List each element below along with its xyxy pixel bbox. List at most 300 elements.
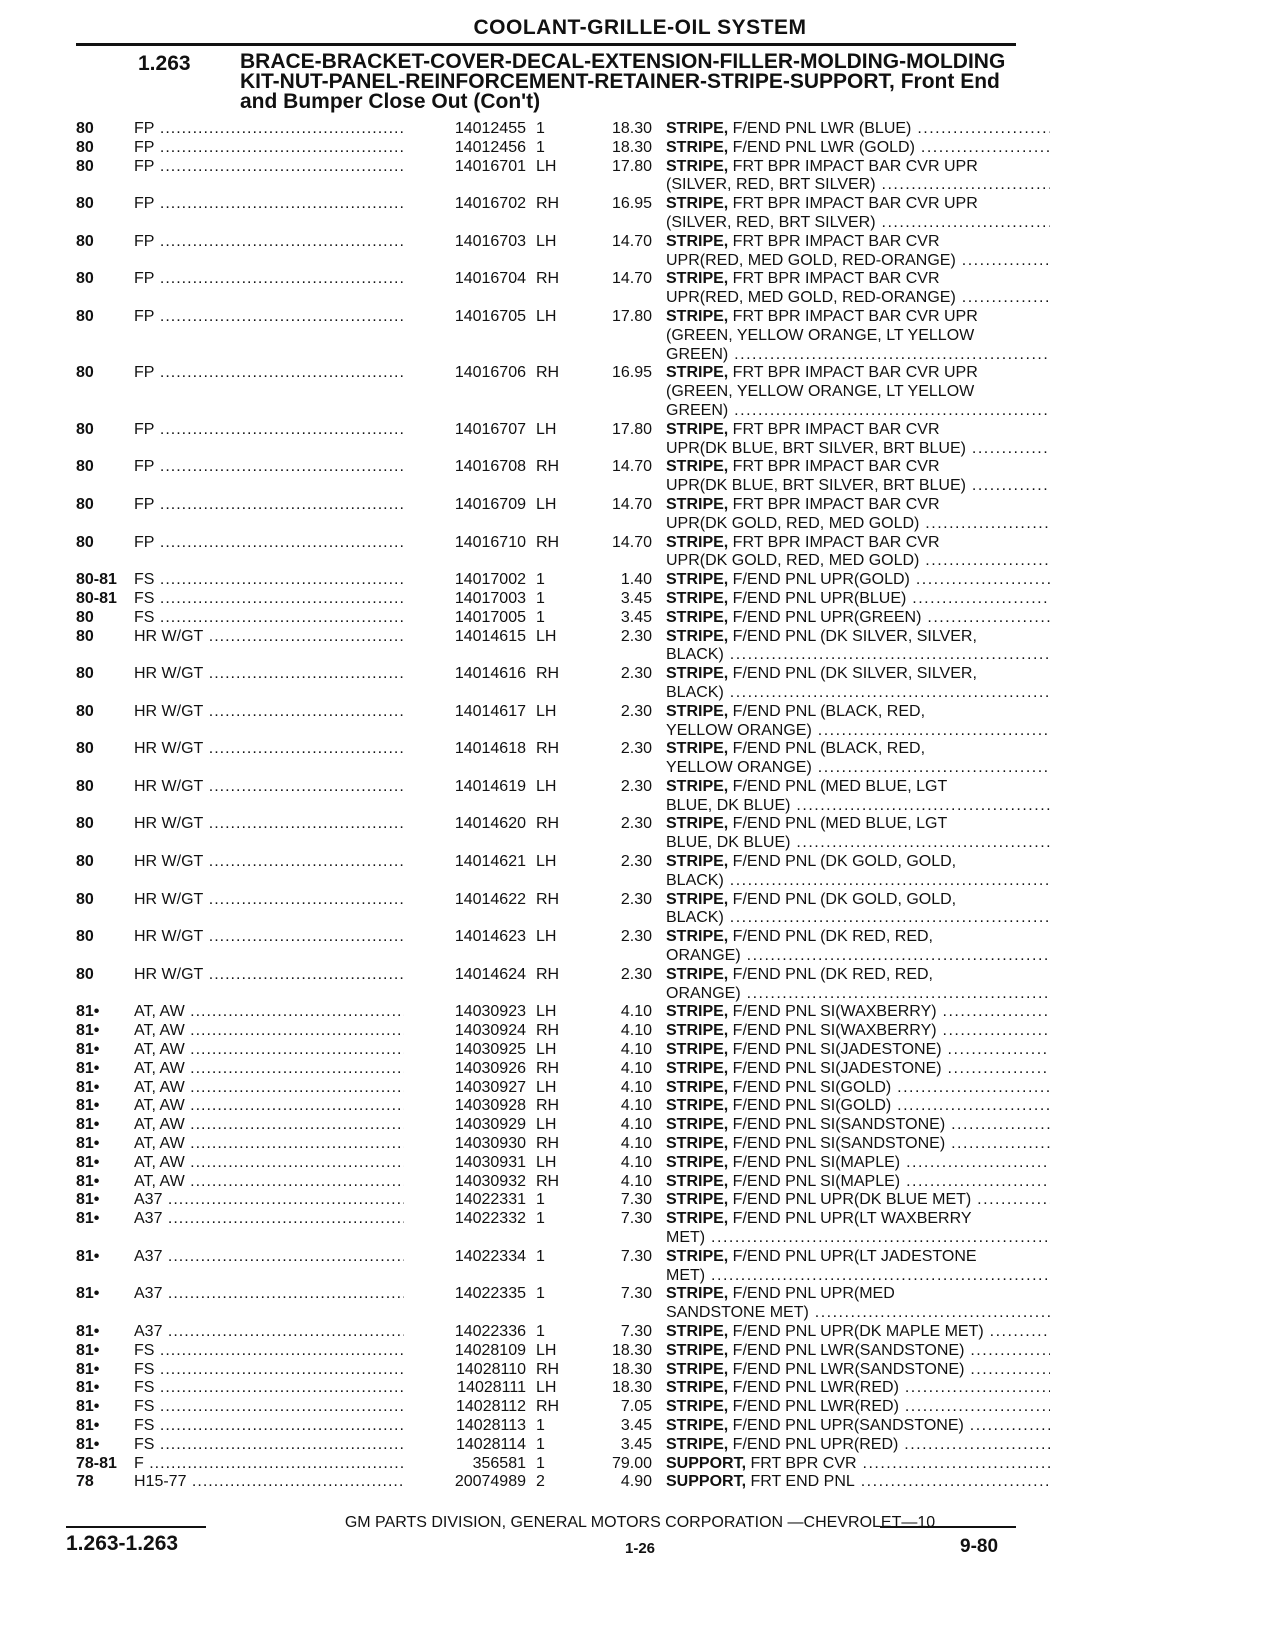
row-year: 81• xyxy=(76,1285,100,1303)
row-part-number: 14030929 xyxy=(416,1116,526,1135)
row-part-number: 14014622 xyxy=(416,891,526,910)
row-price: 4.10 xyxy=(620,1135,652,1153)
footer-section-range: 1.263-1.263 xyxy=(66,1532,179,1555)
header-rule xyxy=(76,43,1016,46)
row-quantity: 1 xyxy=(536,589,545,607)
description-line: SANDSTONE MET) ..... xyxy=(666,1304,1050,1323)
row-part-number: 14014624 xyxy=(416,966,526,985)
row-price: 14.70 xyxy=(611,533,652,551)
table-row xyxy=(76,120,1036,139)
row-year: 80 xyxy=(76,458,94,476)
row-part-number: 14030930 xyxy=(416,1135,526,1154)
description-line: STRIPE, F/END PNL (DK RED, RED, xyxy=(666,928,933,946)
row-year: 80 xyxy=(76,138,94,156)
row-part-number: 14012455 xyxy=(416,120,526,139)
description-line: STRIPE, F/END PNL SI(JADESTONE) ..... xyxy=(666,1041,1050,1060)
row-price: 7.30 xyxy=(620,1323,652,1340)
table-row xyxy=(76,1342,1036,1361)
row-year: 78 xyxy=(76,1473,94,1491)
row-description xyxy=(666,1191,1050,1210)
row-part-number: 14016708 xyxy=(416,458,526,477)
description-line: STRIPE, FRT BPR IMPACT BAR CVR xyxy=(666,533,940,551)
row-price: 2.30 xyxy=(620,965,652,983)
row-model-code: HR W/GT ..... xyxy=(134,891,404,910)
table-row xyxy=(76,778,1036,816)
row-model-code: AT, AW ..... xyxy=(134,1003,404,1022)
row-price: 7.30 xyxy=(620,1285,652,1303)
row-part-number: 14017005 xyxy=(416,609,526,628)
row-year: 81• xyxy=(76,1210,100,1228)
table-row xyxy=(76,1455,1036,1474)
row-part-number: 14030926 xyxy=(416,1060,526,1079)
description-line: STRIPE, F/END PNL (BLACK, RED, xyxy=(666,740,926,758)
description-line: STRIPE, FRT BPR IMPACT BAR CVR UPR xyxy=(666,307,978,325)
row-year: 81• xyxy=(76,1191,100,1209)
row-quantity: LH xyxy=(536,1041,557,1059)
row-description xyxy=(666,966,1050,1004)
row-model-code: FP ..... xyxy=(134,421,404,440)
row-year: 81• xyxy=(76,1097,100,1115)
table-row xyxy=(76,1097,1036,1116)
description-line: STRIPE, F/END PNL SI(MAPLE) ..... xyxy=(666,1173,1050,1192)
description-line: STRIPE, F/END PNL (BLACK, RED, xyxy=(666,702,926,720)
row-price: 14.70 xyxy=(611,458,652,476)
description-keyword: STRIPE, xyxy=(666,420,729,438)
description-keyword: STRIPE, xyxy=(666,1191,729,1209)
description-line: STRIPE, F/END PNL UPR(SANDSTONE) ..... xyxy=(666,1417,1050,1436)
row-quantity: RH xyxy=(536,195,560,213)
row-model-code: HR W/GT ..... xyxy=(134,853,404,872)
row-quantity: 1 xyxy=(536,1191,545,1209)
row-price: 3.45 xyxy=(620,608,652,626)
row-part-number: 14030932 xyxy=(416,1173,526,1192)
row-model-code: FP ..... xyxy=(134,139,404,158)
row-quantity: LH xyxy=(536,232,557,250)
row-model-code: HR W/GT ..... xyxy=(134,778,404,797)
row-part-number: 14016704 xyxy=(416,270,526,289)
row-quantity: LH xyxy=(536,853,557,871)
row-year: 80 xyxy=(76,533,94,551)
table-row xyxy=(76,1079,1036,1098)
table-row xyxy=(76,1135,1036,1154)
row-model-code: FP ..... xyxy=(134,270,404,289)
row-description xyxy=(666,1436,1050,1455)
row-price: 17.80 xyxy=(611,307,652,325)
page-header-title: COOLANT-GRILLE-OIL SYSTEM xyxy=(473,16,807,39)
row-description xyxy=(666,1154,1050,1173)
row-model-code: A37 ..... xyxy=(134,1248,404,1267)
row-description xyxy=(666,571,1050,590)
description-keyword: STRIPE, xyxy=(666,965,729,983)
description-line: STRIPE, FRT BPR IMPACT BAR CVR xyxy=(666,495,940,513)
row-price: 18.30 xyxy=(611,138,652,156)
row-description xyxy=(666,665,1050,703)
description-keyword: STRIPE, xyxy=(666,1341,729,1359)
row-quantity: 1 xyxy=(536,1210,545,1228)
row-price: 7.30 xyxy=(620,1191,652,1209)
row-description xyxy=(666,628,1050,666)
row-model-code: FP ..... xyxy=(134,534,404,553)
description-line: STRIPE, F/END PNL (DK RED, RED, xyxy=(666,965,933,983)
row-part-number: 20074989 xyxy=(416,1473,526,1492)
row-model-code: AT, AW ..... xyxy=(134,1060,404,1079)
row-price: 14.70 xyxy=(611,232,652,250)
row-description xyxy=(666,1361,1050,1380)
table-row xyxy=(76,233,1036,271)
description-line: UPR(RED, MED GOLD, RED-ORANGE) ..... xyxy=(666,252,1050,271)
table-row xyxy=(76,1285,1036,1323)
row-model-code: FS ..... xyxy=(134,1342,404,1361)
description-line: STRIPE, F/END PNL SI(WAXBERRY) ..... xyxy=(666,1003,1050,1022)
row-description xyxy=(666,1041,1050,1060)
description-keyword: STRIPE, xyxy=(666,815,729,833)
row-part-number: 14016709 xyxy=(416,496,526,515)
row-price: 2.30 xyxy=(620,627,652,645)
table-row xyxy=(76,1248,1036,1286)
row-description xyxy=(666,1398,1050,1417)
row-part-number: 14014615 xyxy=(416,628,526,647)
description-line: STRIPE, FRT BPR IMPACT BAR CVR xyxy=(666,458,940,476)
description-line: ORANGE) ..... xyxy=(666,985,1050,1004)
table-row xyxy=(76,966,1036,1004)
section-number: 1.263 xyxy=(138,52,191,75)
description-keyword: STRIPE, xyxy=(666,1379,729,1397)
row-year: 80 xyxy=(76,270,94,288)
row-year: 81• xyxy=(76,1135,100,1153)
description-line: (GREEN, YELLOW ORANGE, LT YELLOW xyxy=(666,383,975,401)
row-year: 81• xyxy=(76,1059,100,1077)
description-line: STRIPE, F/END PNL LWR(SANDSTONE) ..... xyxy=(666,1361,1050,1380)
row-year: 81• xyxy=(76,1247,100,1265)
row-price: 14.70 xyxy=(611,270,652,288)
row-model-code: HR W/GT ..... xyxy=(134,703,404,722)
row-model-code: AT, AW ..... xyxy=(134,1079,404,1098)
row-quantity: 1 xyxy=(536,1416,545,1434)
description-line: GREEN) ..... xyxy=(666,346,1050,365)
row-price: 7.30 xyxy=(620,1247,652,1265)
row-model-code: FP ..... xyxy=(134,120,404,139)
row-price: 7.30 xyxy=(620,1210,652,1228)
row-description xyxy=(666,139,1050,158)
row-part-number: 14014619 xyxy=(416,778,526,797)
row-quantity: LH xyxy=(536,420,557,438)
row-quantity: 1 xyxy=(536,1435,545,1453)
row-quantity: RH xyxy=(536,1059,560,1077)
table-row xyxy=(76,665,1036,703)
row-model-code: A37 ..... xyxy=(134,1285,404,1304)
description-keyword: STRIPE, xyxy=(666,1135,729,1153)
row-year: 80 xyxy=(76,890,94,908)
description-line: STRIPE, F/END PNL SI(SANDSTONE) ..... xyxy=(666,1116,1050,1135)
row-price: 18.30 xyxy=(611,1341,652,1359)
description-keyword: STRIPE, xyxy=(666,138,729,156)
row-part-number: 14014620 xyxy=(416,815,526,834)
row-price: 2.30 xyxy=(620,702,652,720)
description-keyword: STRIPE, xyxy=(666,1153,729,1171)
row-part-number: 14012456 xyxy=(416,139,526,158)
row-description xyxy=(666,364,1050,420)
row-part-number: 14014621 xyxy=(416,853,526,872)
row-quantity: RH xyxy=(536,1022,560,1040)
table-row xyxy=(76,364,1036,420)
row-year: 80 xyxy=(76,665,94,683)
table-row xyxy=(76,1060,1036,1079)
table-row xyxy=(76,571,1036,590)
row-quantity: RH xyxy=(536,270,560,288)
row-price: 4.10 xyxy=(620,1172,652,1190)
row-model-code: HR W/GT ..... xyxy=(134,928,404,947)
row-quantity: RH xyxy=(536,1097,560,1115)
row-quantity: RH xyxy=(536,1360,560,1378)
description-keyword: STRIPE, xyxy=(666,1059,729,1077)
row-model-code: FS ..... xyxy=(134,1436,404,1455)
row-quantity: RH xyxy=(536,364,560,382)
row-price: 4.10 xyxy=(620,1059,652,1077)
row-quantity: 2 xyxy=(536,1473,545,1491)
row-year: 81• xyxy=(76,1153,100,1171)
description-line: MET) ..... xyxy=(666,1267,1050,1286)
row-price: 3.45 xyxy=(620,1416,652,1434)
description-line: STRIPE, F/END PNL LWR(SANDSTONE) ..... xyxy=(666,1342,1050,1361)
table-row xyxy=(76,703,1036,741)
description-line: STRIPE, F/END PNL LWR (BLUE) ..... xyxy=(666,120,1050,139)
description-line: STRIPE, F/END PNL LWR(RED) ..... xyxy=(666,1379,1050,1398)
row-description xyxy=(666,1323,1050,1342)
row-description xyxy=(666,1003,1050,1022)
row-model-code: FP ..... xyxy=(134,458,404,477)
row-year: 80 xyxy=(76,777,94,795)
description-line: STRIPE, F/END PNL SI(GOLD) ..... xyxy=(666,1079,1050,1098)
row-model-code: A37 ..... xyxy=(134,1191,404,1210)
table-row xyxy=(76,1173,1036,1192)
row-quantity: RH xyxy=(536,1398,560,1416)
row-model-code: HR W/GT ..... xyxy=(134,966,404,985)
table-row xyxy=(76,1003,1036,1022)
row-year: 81• xyxy=(76,1003,100,1021)
description-line: BLUE, DK BLUE) ..... xyxy=(666,834,1050,853)
row-model-code: HR W/GT ..... xyxy=(134,628,404,647)
table-row xyxy=(76,609,1036,628)
description-line: STRIPE, FRT BPR IMPACT BAR CVR UPR xyxy=(666,157,978,175)
description-line: STRIPE, F/END PNL (DK GOLD, GOLD, xyxy=(666,890,957,908)
description-line: STRIPE, FRT BPR IMPACT BAR CVR xyxy=(666,270,940,288)
description-line: ORANGE) ..... xyxy=(666,947,1050,966)
row-part-number: 14022332 xyxy=(416,1210,526,1229)
row-quantity: LH xyxy=(536,157,557,175)
row-price: 14.70 xyxy=(611,495,652,513)
row-description xyxy=(666,1417,1050,1436)
table-row xyxy=(76,270,1036,308)
description-line: (GREEN, YELLOW ORANGE, LT YELLOW xyxy=(666,326,975,344)
description-keyword: STRIPE, xyxy=(666,1097,729,1115)
description-keyword: STRIPE, xyxy=(666,307,729,325)
row-part-number: 14016710 xyxy=(416,534,526,553)
description-keyword: SUPPORT, xyxy=(666,1454,747,1472)
row-price: 2.30 xyxy=(620,777,652,795)
row-part-number: 14028111 xyxy=(416,1379,526,1398)
row-model-code: FP ..... xyxy=(134,195,404,214)
row-quantity: RH xyxy=(536,965,560,983)
row-description xyxy=(666,308,1050,364)
description-keyword: STRIPE, xyxy=(666,1172,729,1190)
description-keyword: STRIPE, xyxy=(666,195,729,213)
row-description xyxy=(666,1379,1050,1398)
row-quantity: 1 xyxy=(536,1247,545,1265)
row-year: 81• xyxy=(76,1341,100,1359)
row-year: 80 xyxy=(76,157,94,175)
description-line: (SILVER, RED, BRT SILVER) ..... xyxy=(666,214,1050,233)
row-quantity: 1 xyxy=(536,1454,545,1472)
table-row xyxy=(76,1022,1036,1041)
row-year: 80 xyxy=(76,928,94,946)
row-price: 3.45 xyxy=(620,1435,652,1453)
row-quantity: LH xyxy=(536,1341,557,1359)
row-description xyxy=(666,534,1050,572)
table-row xyxy=(76,158,1036,196)
row-description xyxy=(666,270,1050,308)
description-keyword: STRIPE, xyxy=(666,1247,729,1265)
description-line: BLACK) ..... xyxy=(666,646,1050,665)
row-part-number: 14016701 xyxy=(416,158,526,177)
description-keyword: STRIPE, xyxy=(666,270,729,288)
row-price: 2.30 xyxy=(620,665,652,683)
description-line: SUPPORT, FRT BPR CVR ..... xyxy=(666,1455,1050,1474)
row-model-code: FS ..... xyxy=(134,609,404,628)
row-model-code: FP ..... xyxy=(134,496,404,515)
row-year: 80 xyxy=(76,364,94,382)
table-row xyxy=(76,1323,1036,1342)
row-year: 80 xyxy=(76,608,94,626)
row-quantity: 1 xyxy=(536,1323,545,1340)
row-model-code: FP ..... xyxy=(134,233,404,252)
row-description xyxy=(666,421,1050,459)
row-quantity: LH xyxy=(536,495,557,513)
row-part-number: 14028110 xyxy=(416,1361,526,1380)
row-model-code: FS ..... xyxy=(134,571,404,590)
row-description xyxy=(666,703,1050,741)
footer-publisher: GM PARTS DIVISION, GENERAL MOTORS CORPORATION —CHEVROLET—10 xyxy=(344,1514,936,1531)
row-price: 18.30 xyxy=(611,1360,652,1378)
row-description xyxy=(666,1342,1050,1361)
row-quantity: 1 xyxy=(536,138,545,156)
row-year: 80-81 xyxy=(76,589,117,607)
row-quantity: RH xyxy=(536,533,560,551)
description-line: BLACK) ..... xyxy=(666,684,1050,703)
description-line: STRIPE, F/END PNL UPR(MED xyxy=(666,1285,895,1303)
description-line: STRIPE, F/END PNL UPR(LT WAXBERRY xyxy=(666,1210,972,1228)
row-description xyxy=(666,928,1050,966)
row-description xyxy=(666,458,1050,496)
row-description xyxy=(666,120,1050,139)
row-model-code: F ..... xyxy=(134,1455,404,1474)
row-part-number: 14022334 xyxy=(416,1248,526,1267)
row-year: 80 xyxy=(76,120,94,137)
description-line: STRIPE, F/END PNL (DK SILVER, SILVER, xyxy=(666,665,977,683)
row-year: 81• xyxy=(76,1435,100,1453)
row-price: 2.30 xyxy=(620,928,652,946)
row-year: 80-81 xyxy=(76,571,117,589)
description-line: STRIPE, F/END PNL SI(MAPLE) ..... xyxy=(666,1154,1050,1173)
table-row xyxy=(76,496,1036,534)
row-price: 16.95 xyxy=(611,195,652,213)
row-year: 81• xyxy=(76,1360,100,1378)
description-keyword: STRIPE, xyxy=(666,928,729,946)
row-description xyxy=(666,891,1050,929)
table-row xyxy=(76,1154,1036,1173)
description-line: SUPPORT, FRT END PNL ..... xyxy=(666,1473,1050,1492)
description-keyword: STRIPE, xyxy=(666,1323,729,1340)
table-row xyxy=(76,534,1036,572)
description-keyword: STRIPE, xyxy=(666,1210,729,1228)
row-description xyxy=(666,740,1050,778)
table-row xyxy=(76,891,1036,929)
table-row xyxy=(76,590,1036,609)
row-part-number: 14030925 xyxy=(416,1041,526,1060)
row-description xyxy=(666,195,1050,233)
row-part-number: 14028112 xyxy=(416,1398,526,1417)
description-keyword: STRIPE, xyxy=(666,1416,729,1434)
row-model-code: AT, AW ..... xyxy=(134,1116,404,1135)
row-description xyxy=(666,590,1050,609)
row-price: 4.10 xyxy=(620,1097,652,1115)
row-quantity: LH xyxy=(536,702,557,720)
row-quantity: LH xyxy=(536,928,557,946)
row-quantity: 1 xyxy=(536,608,545,626)
table-row xyxy=(76,1417,1036,1436)
row-description xyxy=(666,815,1050,853)
row-description xyxy=(666,1248,1050,1286)
row-model-code: AT, AW ..... xyxy=(134,1041,404,1060)
row-quantity: LH xyxy=(536,307,557,325)
row-description xyxy=(666,609,1050,628)
row-part-number: 14030924 xyxy=(416,1022,526,1041)
row-part-number: 356581 xyxy=(416,1455,526,1474)
description-keyword: STRIPE, xyxy=(666,665,729,683)
row-quantity: LH xyxy=(536,1078,557,1096)
description-keyword: SUPPORT, xyxy=(666,1473,747,1491)
footer-page-number: 1-26 xyxy=(624,1540,656,1557)
table-row xyxy=(76,628,1036,666)
description-keyword: STRIPE, xyxy=(666,702,729,720)
row-description xyxy=(666,1455,1050,1474)
table-row xyxy=(76,1191,1036,1210)
row-year: 81• xyxy=(76,1022,100,1040)
row-part-number: 14028109 xyxy=(416,1342,526,1361)
row-description xyxy=(666,1473,1050,1492)
description-keyword: STRIPE, xyxy=(666,364,729,382)
table-row xyxy=(76,139,1036,158)
row-price: 2.30 xyxy=(620,853,652,871)
row-year: 80 xyxy=(76,740,94,758)
description-line: STRIPE, F/END PNL SI(GOLD) ..... xyxy=(666,1097,1050,1116)
description-keyword: STRIPE, xyxy=(666,1360,729,1378)
description-line: UPR(DK BLUE, BRT SILVER, BRT BLUE) ..... xyxy=(666,440,1050,459)
row-quantity: LH xyxy=(536,1153,557,1171)
row-year: 80 xyxy=(76,232,94,250)
table-row xyxy=(76,195,1036,233)
row-quantity: RH xyxy=(536,740,560,758)
row-description xyxy=(666,1116,1050,1135)
row-quantity: 1 xyxy=(536,1285,545,1303)
row-model-code: HR W/GT ..... xyxy=(134,815,404,834)
row-description xyxy=(666,778,1050,816)
row-part-number: 14022336 xyxy=(416,1323,526,1342)
row-model-code: AT, AW ..... xyxy=(134,1097,404,1116)
row-part-number: 14016705 xyxy=(416,308,526,327)
description-keyword: STRIPE, xyxy=(666,1398,729,1416)
description-line: STRIPE, F/END PNL UPR(BLUE) ..... xyxy=(666,590,1050,609)
description-line: BLUE, DK BLUE) ..... xyxy=(666,797,1050,816)
